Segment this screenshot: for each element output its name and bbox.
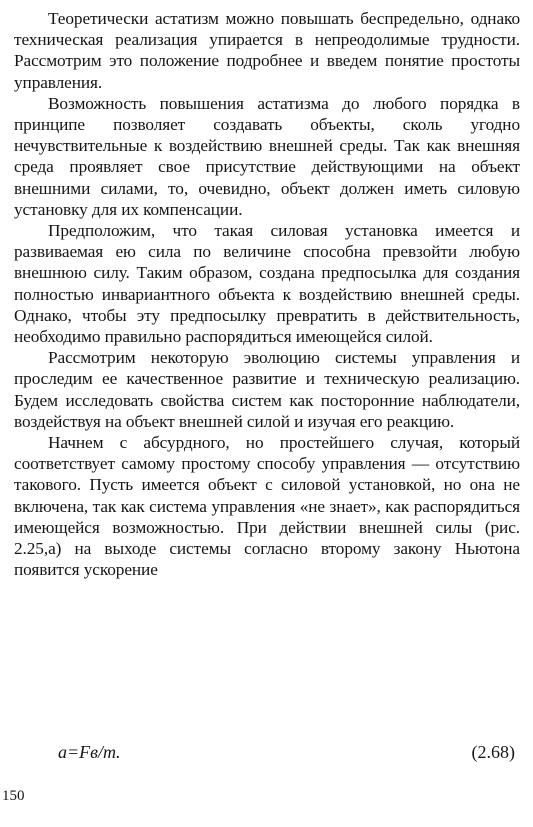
equation-number: (2.68) — [471, 742, 515, 762]
paragraph-5: Начнем с абсурдного, но простейшего случая, который соответствует самому простому способу управления — отсутствию такового. Пусть имеется объект с силовой установкой, но она не включена, так как система управления «не знает», как распорядиться имеющейся возможностью. При действии внешней силы (рис. 2.25,а) на выходе системы согласно второму закону Ньютона появится ускорение — [14, 433, 520, 580]
paragraph-4: Рассмотрим некоторую эволюцию системы управления и проследим ее качественное развитие и техническую реализацию. Будем исследовать свойства систем как посторонние наблюдатели, воздействуя на объект внешней силой и изучая его реакцию. — [14, 348, 520, 431]
paragraph-2: Возможность повышения астатизма до любого порядка в принципе позволяет создавать объекты, сколь угодно нечувствительные к воздействию внешней среды. Так как внешняя среда проявляет свое присутствие действующими на объект внешними силами, то, очевидно, объект должен иметь силовую установку для их компенсации. — [14, 93, 520, 219]
page-number: 150 — [2, 788, 25, 804]
body-text — [14, 8, 520, 580]
paragraph-3: Предположим, что такая силовая установка имеется и развиваемая ею сила по величине способна превзойти любую внешнюю силу. Таким образом, создана предпосылка для создания полностью инвариантного объекта к воздействию внешней среды. Однако, чтобы эту предпосылку превратить в действительность, необходимо правильно распорядиться имеющейся силой. — [14, 221, 520, 347]
equation — [0, 742, 533, 766]
equation-expression: a=Fв/m. — [58, 742, 121, 762]
paragraph-1: Теоретически астатизм можно повышать беспредельно, однако техническая реализация упирается в непреодолимые трудности. Рассмотрим это положение подробнее и введем понятие простоты управления. — [14, 9, 520, 92]
